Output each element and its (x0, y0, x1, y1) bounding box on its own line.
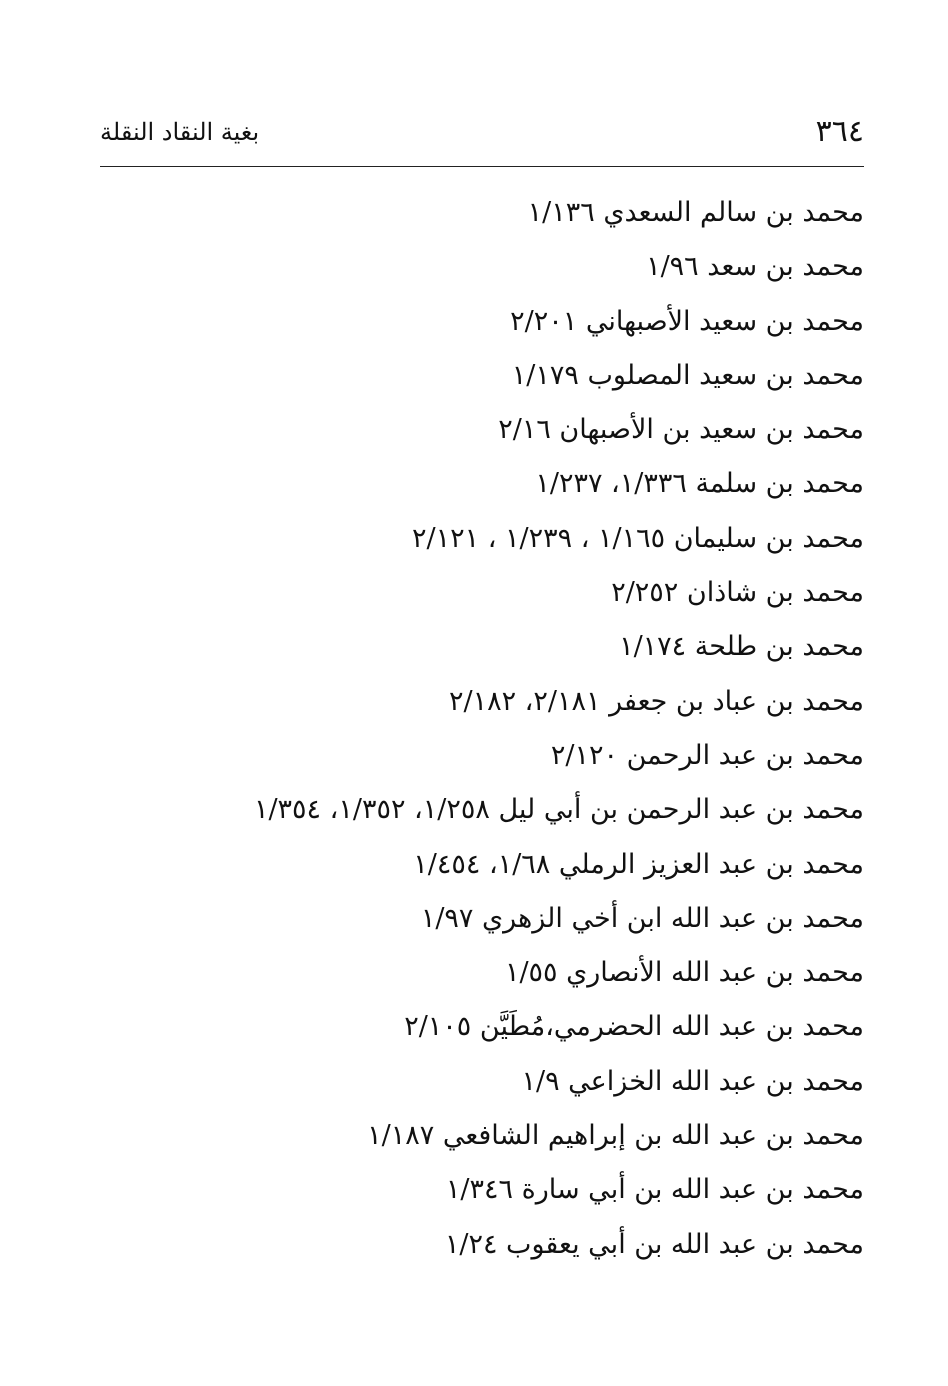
index-entry: محمد بن طلحة ١/١٧٤ (619, 631, 864, 663)
index-entry: محمد بن شاذان ٢/٢٥٢ (611, 577, 864, 609)
index-entry: محمد بن عبد الله الحضرمي،مُطَيَّن ٢/١٠٥ (404, 1011, 864, 1043)
index-entry: محمد بن عبد الله بن أبي يعقوب ١/٢٤ (444, 1228, 864, 1260)
index-entry: محمد بن سالم السعدي ١/١٣٦ (527, 197, 864, 228)
index-entry: محمد بن سليمان ١/١٦٥ ، ١/٢٣٩ ، ٢/١٢١ (412, 522, 864, 554)
index-entry: محمد بن عبد الله بن إبراهيم الشافعي ١/١٨٧ (367, 1120, 864, 1152)
index-entry: محمد بن عبد الرحمن بن أبي ليل ١/٢٥٨، ١/٣٥٢، ١/٣٥٤ (253, 794, 864, 826)
page-header (100, 108, 864, 156)
index-entry: محمد بن سعيد المصلوب ١/١٧٩ (511, 359, 864, 391)
index-entry: محمد بن عبد العزيز الرملي ١/٦٨، ١/٤٥٤ (413, 848, 864, 880)
index-entry: محمد بن سعيد بن الأصبهان ٢/١٦ (498, 414, 864, 446)
index-entry-list (164, 186, 864, 1272)
index-entry: محمد بن عبد الله الخزاعي ١/٩ (521, 1065, 864, 1097)
page-number: ٣٦٤ (815, 114, 864, 149)
index-entry: محمد بن عبد الله ابن أخي الزهري ١/٩٧ (420, 902, 864, 934)
index-entry: محمد بن سعد ١/٩٦ (646, 251, 864, 283)
index-entry: محمد بن عباد بن جعفر ٢/١٨١، ٢/١٨٢ (448, 685, 864, 717)
index-entry: محمد بن عبد الله الأنصاري ١/٥٥ (504, 957, 864, 989)
index-entry: محمد بن عبد الرحمن ٢/١٢٠ (550, 739, 864, 771)
index-entry: محمد بن سعيد الأصبهاني ٢/٢٠١ (510, 305, 864, 337)
running-title: بغية النقاد النقلة (100, 118, 260, 146)
header-divider (100, 166, 864, 167)
index-entry: محمد بن عبد الله بن أبي سارة ١/٣٤٦ (445, 1174, 864, 1206)
index-entry: محمد بن سلمة ١/٣٣٦، ١/٢٣٧ (535, 468, 864, 500)
